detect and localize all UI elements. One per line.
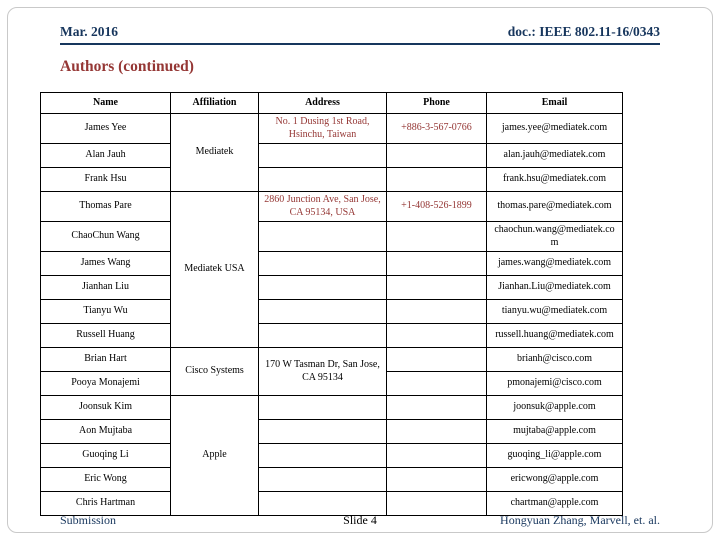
address-cell	[259, 420, 387, 444]
phone-cell	[387, 222, 487, 252]
address-cell: No. 1 Dusing 1st Road, Hsinchu, Taiwan	[259, 114, 387, 144]
column-header-affiliation: Affiliation	[171, 93, 259, 114]
email-cell: russell.huang@mediatek.com	[487, 324, 623, 348]
page-title: Authors (continued)	[60, 58, 194, 75]
authors-table	[40, 92, 623, 516]
email-cell: thomas.pare@mediatek.com	[487, 192, 623, 222]
slide-header	[60, 24, 660, 45]
email-cell: mujtaba@apple.com	[487, 420, 623, 444]
address-cell	[259, 300, 387, 324]
address-cell	[259, 252, 387, 276]
address-cell: 170 W Tasman Dr, San Jose, CA 95134	[259, 348, 387, 396]
name-cell: Aon Mujtaba	[41, 420, 171, 444]
phone-cell	[387, 444, 487, 468]
phone-cell	[387, 468, 487, 492]
affiliation-cell: Cisco Systems	[171, 348, 259, 396]
phone-cell: +886-3-567-0766	[387, 114, 487, 144]
table-row	[41, 468, 623, 492]
header-date: Mar. 2016	[60, 24, 118, 39]
name-cell: Pooya Monajemi	[41, 372, 171, 396]
column-header-email: Email	[487, 93, 623, 114]
name-cell: Frank Hsu	[41, 168, 171, 192]
column-header-name: Name	[41, 93, 171, 114]
table-row	[41, 348, 623, 372]
name-cell: Joonsuk Kim	[41, 396, 171, 420]
name-cell: Russell Huang	[41, 324, 171, 348]
footer-submission: Submission	[60, 513, 117, 527]
affiliation-cell: Mediatek USA	[171, 192, 259, 348]
address-cell	[259, 444, 387, 468]
table-row	[41, 222, 623, 252]
name-cell: Thomas Pare	[41, 192, 171, 222]
phone-cell	[387, 324, 487, 348]
affiliation-cell: Apple	[171, 396, 259, 516]
name-cell: James Wang	[41, 252, 171, 276]
table-row	[41, 324, 623, 348]
email-cell: james.yee@mediatek.com	[487, 114, 623, 144]
table-row	[41, 444, 623, 468]
table-row	[41, 192, 623, 222]
email-cell: pmonajemi@cisco.com	[487, 372, 623, 396]
column-header-phone: Phone	[387, 93, 487, 114]
address-cell: 2860 Junction Ave, San Jose, CA 95134, USA	[259, 192, 387, 222]
name-cell: ChaoChun Wang	[41, 222, 171, 252]
phone-cell	[387, 168, 487, 192]
table-row	[41, 420, 623, 444]
address-cell	[259, 222, 387, 252]
table-header-row	[41, 93, 623, 114]
email-cell: joonsuk@apple.com	[487, 396, 623, 420]
phone-cell	[387, 420, 487, 444]
table-row	[41, 168, 623, 192]
name-cell: Eric Wong	[41, 468, 171, 492]
name-cell: Brian Hart	[41, 348, 171, 372]
address-cell	[259, 492, 387, 516]
table-row	[41, 252, 623, 276]
email-cell: frank.hsu@mediatek.com	[487, 168, 623, 192]
table-row	[41, 396, 623, 420]
table-row	[41, 276, 623, 300]
phone-cell	[387, 252, 487, 276]
name-cell: Chris Hartman	[41, 492, 171, 516]
name-cell: Tianyu Wu	[41, 300, 171, 324]
name-cell: James Yee	[41, 114, 171, 144]
phone-cell: +1-408-526-1899	[387, 192, 487, 222]
name-cell: Guoqing Li	[41, 444, 171, 468]
table-row	[41, 300, 623, 324]
table-row	[41, 492, 623, 516]
slide-footer	[60, 513, 660, 528]
address-cell	[259, 276, 387, 300]
email-cell: chaochun.wang@mediatek.com	[487, 222, 623, 252]
address-cell	[259, 144, 387, 168]
name-cell: Alan Jauh	[41, 144, 171, 168]
phone-cell	[387, 372, 487, 396]
email-cell: tianyu.wu@mediatek.com	[487, 300, 623, 324]
address-cell	[259, 396, 387, 420]
phone-cell	[387, 348, 487, 372]
affiliation-cell: Mediatek	[171, 114, 259, 192]
footer-authors: Hongyuan Zhang, Marvell, et. al.	[500, 513, 660, 527]
phone-cell	[387, 276, 487, 300]
table-row	[41, 144, 623, 168]
footer-slide-number: Slide 4	[343, 513, 377, 527]
email-cell: chartman@apple.com	[487, 492, 623, 516]
header-doc-number: doc.: IEEE 802.11-16/0343	[507, 24, 660, 39]
address-cell	[259, 168, 387, 192]
email-cell: alan.jauh@mediatek.com	[487, 144, 623, 168]
phone-cell	[387, 396, 487, 420]
phone-cell	[387, 144, 487, 168]
address-cell	[259, 468, 387, 492]
email-cell: ericwong@apple.com	[487, 468, 623, 492]
email-cell: brianh@cisco.com	[487, 348, 623, 372]
phone-cell	[387, 300, 487, 324]
name-cell: Jianhan Liu	[41, 276, 171, 300]
email-cell: guoqing_li@apple.com	[487, 444, 623, 468]
table-row	[41, 114, 623, 144]
address-cell	[259, 324, 387, 348]
phone-cell	[387, 492, 487, 516]
email-cell: Jianhan.Liu@mediatek.com	[487, 276, 623, 300]
email-cell: james.wang@mediatek.com	[487, 252, 623, 276]
column-header-address: Address	[259, 93, 387, 114]
